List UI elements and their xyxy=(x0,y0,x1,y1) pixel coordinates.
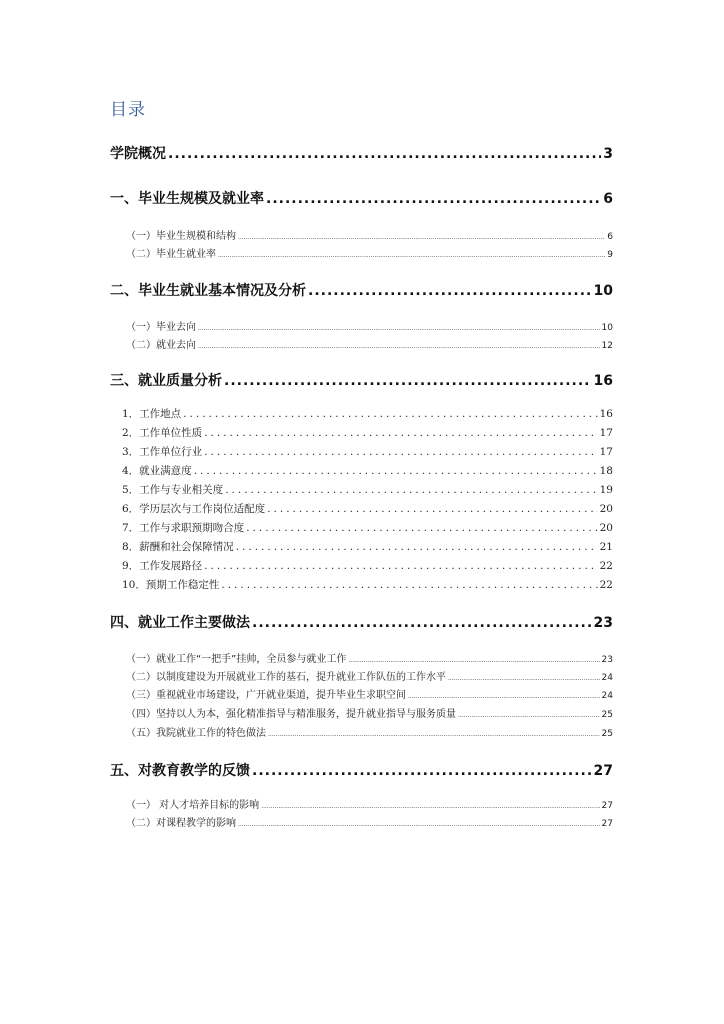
toc-entry-label: （一）毕业去向 xyxy=(126,322,196,333)
toc-entry-label: 3．工作单位行业 xyxy=(122,446,203,458)
toc-entry-page: 3 xyxy=(603,146,613,162)
toc-entry-label: 一、毕业生规模及就业率 xyxy=(110,191,264,207)
toc-entry-label: （二）对课程教学的影响 xyxy=(126,818,236,829)
toc-entry-label: 5．工作与专业相关度 xyxy=(122,484,224,496)
toc-entry-3-4[interactable] xyxy=(122,463,613,478)
toc-entry-4-4[interactable] xyxy=(126,705,613,720)
toc-entry-3-5[interactable] xyxy=(122,482,613,497)
toc-entry-label: 6．学历层次与工作岗位适配度 xyxy=(122,503,266,515)
dot-leader xyxy=(238,234,605,241)
toc-entry-label: 学院概况 xyxy=(110,146,166,162)
toc-entry-label: （一） 对人才培养目标的影响 xyxy=(126,800,260,811)
toc-entry-3-10[interactable] xyxy=(122,577,613,592)
toc-entry-4-1[interactable] xyxy=(126,650,613,665)
dot-leader xyxy=(252,615,592,631)
toc-entry-label: （三）重视就业市场建设，广开就业渠道，提升毕业生求职空间 xyxy=(126,690,406,701)
dot-leader xyxy=(224,373,592,389)
toc-entry-5-2[interactable] xyxy=(126,814,613,829)
dot-leader xyxy=(308,283,592,299)
toc-entry-5-1[interactable] xyxy=(126,796,613,811)
toc-entry-label: 三、就业质量分析 xyxy=(110,373,222,389)
toc-entry-4-5[interactable] xyxy=(126,724,613,739)
toc-entry-label: 8．薪酬和社会保障情况 xyxy=(122,541,234,553)
dot-leader xyxy=(168,146,601,162)
toc-entry-page: 25 xyxy=(601,710,613,720)
toc-entry-label: 4．就业满意度 xyxy=(122,465,192,477)
toc-entry-page: 16 xyxy=(593,373,613,389)
dot-leader xyxy=(348,657,599,664)
toc-entry-page: 22 xyxy=(599,579,613,591)
toc-entry-3-6[interactable] xyxy=(122,501,613,516)
toc-entry-page: 27 xyxy=(601,801,613,811)
dot-leader xyxy=(204,560,597,572)
toc-entry-page: 17 xyxy=(599,446,613,458)
toc-entry-page: 22 xyxy=(599,560,613,572)
toc-entry-label: 五、对教育教学的反馈 xyxy=(110,763,250,779)
toc-entry-section-5[interactable] xyxy=(110,760,613,780)
toc-entry-label: 四、就业工作主要做法 xyxy=(110,615,250,631)
toc-entry-3-7[interactable] xyxy=(122,520,613,535)
dot-leader xyxy=(261,803,599,810)
toc-entry-page: 27 xyxy=(593,763,613,779)
dot-leader xyxy=(238,821,600,828)
toc-entry-page: 27 xyxy=(601,819,613,829)
toc-entry-3-9[interactable] xyxy=(122,558,613,573)
toc-entry-label: 二、毕业生就业基本情况及分析 xyxy=(110,283,306,299)
dot-leader xyxy=(218,252,605,259)
toc-entry-label: 9．工作发展路径 xyxy=(122,560,203,572)
dot-leader xyxy=(268,731,600,738)
toc-entry-label: （一）毕业生规模和结构 xyxy=(126,231,236,242)
toc-entry-label: 1．工作地点 xyxy=(122,408,182,420)
toc-entry-section-4[interactable] xyxy=(110,612,613,632)
toc-entry-page: 23 xyxy=(593,615,613,631)
toc-entry-page: 24 xyxy=(601,691,613,701)
toc-entry-label: （二）就业去向 xyxy=(126,340,196,351)
dot-leader xyxy=(194,465,598,477)
dot-leader xyxy=(246,522,597,534)
dot-leader xyxy=(204,427,597,439)
toc-entry-2-1[interactable] xyxy=(126,318,613,333)
toc-entry-page: 18 xyxy=(599,465,613,477)
toc-entry-page: 10 xyxy=(593,283,613,299)
toc-entry-page: 20 xyxy=(599,522,613,534)
toc-entry-page: 10 xyxy=(601,323,613,333)
toc-entry-page: 24 xyxy=(601,673,613,683)
toc-entry-page: 16 xyxy=(599,408,613,420)
dot-leader xyxy=(408,693,600,700)
toc-entry-label: 2．工作单位性质 xyxy=(122,427,203,439)
dot-leader xyxy=(225,484,597,496)
toc-entry-4-3[interactable] xyxy=(126,686,613,701)
toc-entry-label: （二）毕业生就业率 xyxy=(126,249,216,260)
toc-title: 目录 xyxy=(110,100,146,120)
dot-leader xyxy=(252,763,592,779)
toc-entry-page: 25 xyxy=(601,729,613,739)
dot-leader xyxy=(266,191,601,207)
toc-entry-page: 6 xyxy=(603,191,613,207)
toc-entry-1-2[interactable] xyxy=(126,245,613,260)
toc-entry-section-1[interactable] xyxy=(110,188,613,208)
toc-entry-page: 23 xyxy=(601,655,613,665)
toc-entry-page: 20 xyxy=(599,503,613,515)
toc-entry-2-2[interactable] xyxy=(126,336,613,351)
toc-entry-label: 10．预期工作稳定性 xyxy=(122,579,220,591)
toc-entry-label: （一）就业工作“一把手”挂帅，全员参与就业工作 xyxy=(126,654,347,665)
toc-entry-label: （二）以制度建设为开展就业工作的基石，提升就业工作队伍的工作水平 xyxy=(126,672,446,683)
toc-entry-label: 7．工作与求职预期吻合度 xyxy=(122,522,245,534)
toc-entry-page: 6 xyxy=(607,232,613,242)
toc-entry-page: 12 xyxy=(601,341,613,351)
dot-leader xyxy=(448,675,600,682)
toc-entry-section-2[interactable] xyxy=(110,280,613,300)
dot-leader xyxy=(267,503,597,515)
toc-entry-label: （四）坚持以人为本，强化精准指导与精准服务，提升就业指导与服务质量 xyxy=(126,709,456,720)
toc-entry-label: （五）我院就业工作的特色做法 xyxy=(126,728,266,739)
toc-entry-3-1[interactable] xyxy=(122,406,613,421)
dot-leader xyxy=(183,408,597,420)
toc-entry-college-overview[interactable] xyxy=(110,143,613,163)
toc-entry-page: 17 xyxy=(599,427,613,439)
dot-leader xyxy=(236,541,598,553)
toc-entry-3-3[interactable] xyxy=(122,444,613,459)
dot-leader xyxy=(198,325,600,332)
toc-entry-page: 9 xyxy=(607,250,613,260)
dot-leader xyxy=(221,579,597,591)
toc-entry-page: 21 xyxy=(599,541,613,553)
toc-entry-page: 19 xyxy=(599,484,613,496)
toc-entry-3-2[interactable] xyxy=(122,425,613,440)
toc-entry-1-1[interactable] xyxy=(126,227,613,242)
dot-leader xyxy=(198,343,600,350)
toc-entry-section-3[interactable] xyxy=(110,370,613,390)
dot-leader xyxy=(458,712,600,719)
dot-leader xyxy=(204,446,597,458)
toc-entry-3-8[interactable] xyxy=(122,539,613,554)
toc-entry-4-2[interactable] xyxy=(126,668,613,683)
